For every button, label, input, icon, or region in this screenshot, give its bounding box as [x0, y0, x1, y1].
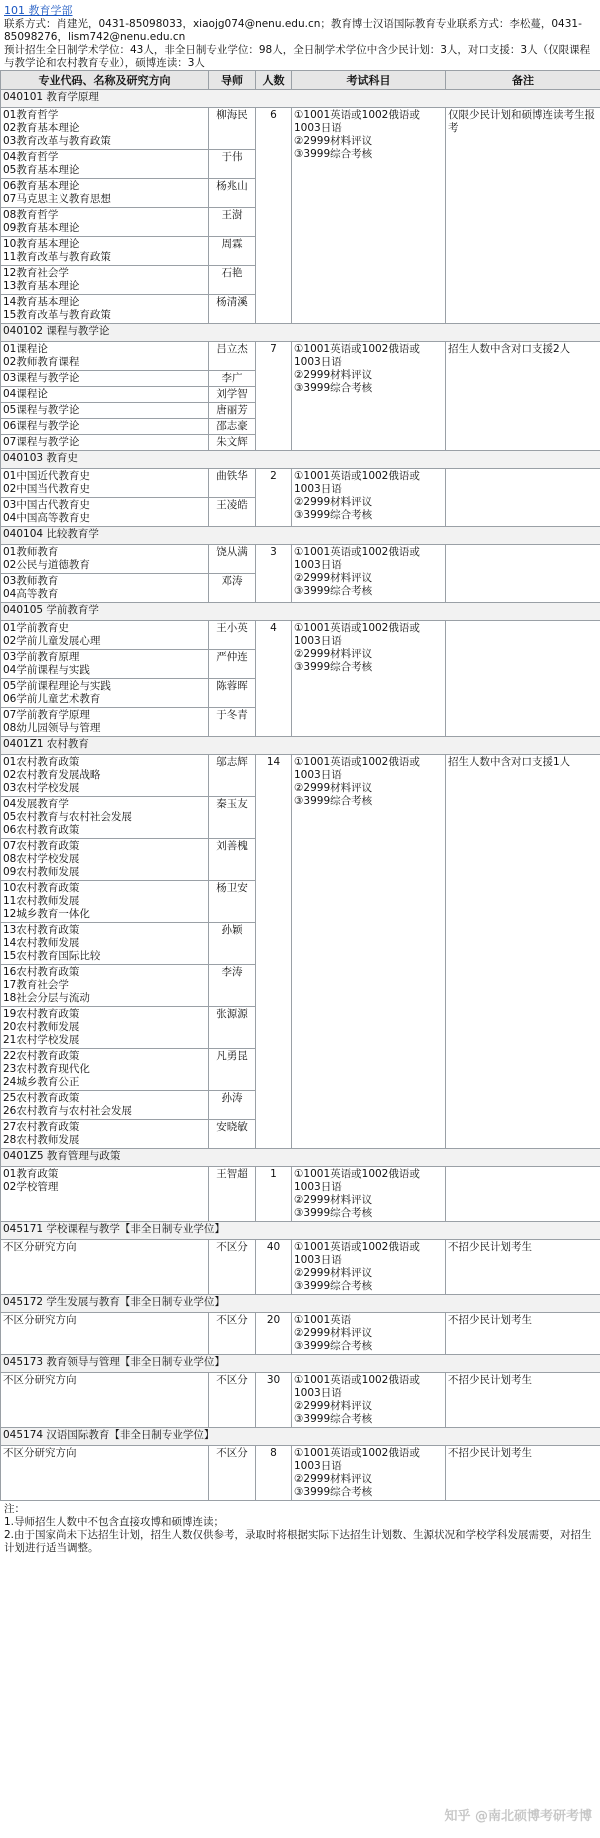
tutor-name: 李涛 — [209, 965, 256, 1007]
exam-subject: ②2999材料评议 — [294, 572, 373, 584]
research-directions — [1, 1446, 209, 1501]
enrollment-plan: 预计招生全日制学术学位：43人，非全日制专业学位：98人，全日制学术学位中含少民计划：3人，对口支援：3人（仅限课程与教学论和农村教育专业），硕博连读：3人 — [4, 44, 591, 69]
exam-subject: ①1001英语或1002俄语或1003日语 — [294, 622, 420, 647]
exam-subjects — [292, 469, 446, 527]
exam-subject: ②2999材料评议 — [294, 135, 373, 147]
research-direction: 04学前课程与实践 — [3, 664, 90, 676]
research-direction: 02教育基本理论 — [3, 122, 80, 134]
section-title: 040101 教育学原理 — [1, 90, 600, 108]
research-direction: 05学前课程理论与实践 — [3, 680, 111, 692]
research-direction: 09农村教师发展 — [3, 866, 80, 878]
table-row — [1, 342, 600, 371]
exam-subject: ②2999材料评议 — [294, 496, 373, 508]
research-direction: 04发展教育学 — [3, 798, 69, 810]
department-link[interactable]: 101 教育学部 — [4, 4, 73, 17]
research-direction: 15教育改革与教育政策 — [3, 309, 111, 321]
research-direction: 01课程论 — [3, 343, 48, 355]
research-direction: 不区分研究方向 — [3, 1241, 77, 1253]
tutor-name: 张源源 — [209, 1007, 256, 1049]
table-row — [1, 1373, 600, 1428]
exam-subject: ③3999综合考核 — [294, 795, 373, 807]
research-directions — [1, 881, 209, 923]
research-direction: 18社会分层与流动 — [3, 992, 90, 1004]
table-row — [1, 755, 600, 797]
watermark: 知乎 @南北硕博考研考博 — [444, 1809, 592, 1824]
footer — [0, 1501, 600, 1557]
research-direction: 02学校管理 — [3, 1181, 59, 1193]
tutor-name: 王澍 — [209, 208, 256, 237]
research-direction: 09教育基本理论 — [3, 222, 80, 234]
research-direction: 03农村学校发展 — [3, 782, 80, 794]
section-row — [1, 1428, 600, 1446]
research-directions — [1, 574, 209, 603]
research-directions — [1, 679, 209, 708]
research-direction: 17教育社会学 — [3, 979, 69, 991]
exam-subjects — [292, 1313, 446, 1355]
research-directions — [1, 342, 209, 371]
tutor-name: 邵志豪 — [209, 419, 256, 435]
tutor-name: 不区分 — [209, 1446, 256, 1501]
table-row — [1, 1313, 600, 1355]
exam-subject: ①1001英语 — [294, 1314, 352, 1326]
exam-subject: ②2999材料评议 — [294, 1400, 373, 1412]
contact-info: 联系方式：肖建光，0431-85098033，xiaojg074@nenu.edu.cn；教育博士汉语国际教育专业联系方式：李松蔓，0431-85098276，lism742@nenu.edu.cn — [4, 18, 582, 43]
exam-subject: ③3999综合考核 — [294, 148, 373, 160]
tutor-name: 严仲连 — [209, 650, 256, 679]
exam-subjects — [292, 755, 446, 1149]
remark — [446, 469, 600, 527]
tutor-name: 陈蓉晖 — [209, 679, 256, 708]
remark: 不招少民计划考生 — [446, 1313, 600, 1355]
section-row — [1, 1295, 600, 1313]
tutor-name: 王凌皓 — [209, 498, 256, 527]
footer-label: 注： — [4, 1503, 25, 1515]
research-directions — [1, 237, 209, 266]
exam-subject: ②2999材料评议 — [294, 1267, 373, 1279]
research-direction: 04高等教育 — [3, 588, 59, 600]
remark — [446, 545, 600, 603]
exam-subjects — [292, 545, 446, 603]
enrollment-count: 1 — [256, 1167, 292, 1222]
research-directions — [1, 839, 209, 881]
tutor-name: 王小英 — [209, 621, 256, 650]
tutor-name: 孙颖 — [209, 923, 256, 965]
section-row — [1, 1222, 600, 1240]
research-direction: 24城乡教育公正 — [3, 1076, 80, 1088]
exam-subject: ②2999材料评议 — [294, 1473, 373, 1485]
research-direction: 13教育基本理论 — [3, 280, 80, 292]
research-direction: 03教师教育 — [3, 575, 59, 587]
exam-subject: ③3999综合考核 — [294, 1340, 373, 1352]
research-directions — [1, 1313, 209, 1355]
research-direction: 04教育哲学 — [3, 151, 59, 163]
table-row — [1, 108, 600, 150]
tutor-name: 于冬青 — [209, 708, 256, 737]
research-direction: 04中国高等教育史 — [3, 512, 90, 524]
section-row — [1, 527, 600, 545]
research-directions — [1, 1240, 209, 1295]
research-direction: 06学前儿童艺术教育 — [3, 693, 101, 705]
research-direction: 08农村学校发展 — [3, 853, 80, 865]
exam-subject: ①1001英语或1002俄语或1003日语 — [294, 1241, 420, 1266]
research-directions — [1, 371, 209, 387]
exam-subject: ②2999材料评议 — [294, 1194, 373, 1206]
research-direction: 01教育政策 — [3, 1168, 59, 1180]
section-row — [1, 1149, 600, 1167]
research-direction: 27农村教育政策 — [3, 1121, 80, 1133]
research-directions — [1, 266, 209, 295]
research-directions — [1, 965, 209, 1007]
tutor-name: 杨清溪 — [209, 295, 256, 324]
section-title: 040103 教育史 — [1, 451, 600, 469]
exam-subject: ③3999综合考核 — [294, 509, 373, 521]
header — [0, 0, 600, 70]
research-direction: 05课程与教学论 — [3, 404, 80, 416]
exam-subject: ②2999材料评议 — [294, 782, 373, 794]
research-direction: 07马克思主义教育思想 — [3, 193, 111, 205]
exam-subject: ①1001英语或1002俄语或1003日语 — [294, 470, 420, 495]
exam-subject: ③3999综合考核 — [294, 382, 373, 394]
research-directions — [1, 1007, 209, 1049]
exam-subject: ②2999材料评议 — [294, 1327, 373, 1339]
research-directions — [1, 797, 209, 839]
remark: 招生人数中含对口支援1人 — [446, 755, 600, 1149]
research-directions — [1, 208, 209, 237]
research-directions — [1, 179, 209, 208]
exam-subjects — [292, 342, 446, 451]
tutor-name: 于伟 — [209, 150, 256, 179]
program-table — [0, 70, 600, 1501]
exam-subject: ②2999材料评议 — [294, 648, 373, 660]
research-direction: 01教育哲学 — [3, 109, 59, 121]
remark: 不招少民计划考生 — [446, 1240, 600, 1295]
exam-subject: ①1001英语或1002俄语或1003日语 — [294, 1374, 420, 1399]
section-row — [1, 324, 600, 342]
research-direction: 02公民与道德教育 — [3, 559, 90, 571]
exam-subject: ③3999综合考核 — [294, 1413, 373, 1425]
table-row — [1, 469, 600, 498]
exam-subject: ①1001英语或1002俄语或1003日语 — [294, 1447, 420, 1472]
section-title: 0401Z5 教育管理与政策 — [1, 1149, 600, 1167]
enrollment-count: 6 — [256, 108, 292, 324]
col-header-major: 专业代码、名称及研究方向 — [1, 71, 209, 90]
tutor-name: 凡勇昆 — [209, 1049, 256, 1091]
tutor-name: 吕立杰 — [209, 342, 256, 371]
table-body — [1, 90, 600, 1501]
exam-subject: ①1001英语或1002俄语或1003日语 — [294, 109, 420, 134]
research-direction: 04课程论 — [3, 388, 48, 400]
tutor-name: 孙涛 — [209, 1091, 256, 1120]
section-row — [1, 737, 600, 755]
tutor-name: 石艳 — [209, 266, 256, 295]
research-directions — [1, 708, 209, 737]
tutor-name: 邬志辉 — [209, 755, 256, 797]
enrollment-count: 20 — [256, 1313, 292, 1355]
exam-subjects — [292, 1167, 446, 1222]
remark: 不招少民计划考生 — [446, 1373, 600, 1428]
research-direction: 01学前教育史 — [3, 622, 69, 634]
research-direction: 11农村教师发展 — [3, 895, 80, 907]
section-title: 040104 比较教育学 — [1, 527, 600, 545]
research-direction: 20农村教师发展 — [3, 1021, 80, 1033]
research-direction: 不区分研究方向 — [3, 1314, 77, 1326]
exam-subject: ②2999材料评议 — [294, 369, 373, 381]
exam-subject: ③3999综合考核 — [294, 585, 373, 597]
research-directions — [1, 1120, 209, 1149]
tutor-name: 不区分 — [209, 1313, 256, 1355]
table-row — [1, 1240, 600, 1295]
research-direction: 06课程与教学论 — [3, 420, 80, 432]
table-row — [1, 1446, 600, 1501]
tutor-name: 唐丽芳 — [209, 403, 256, 419]
research-directions — [1, 545, 209, 574]
table-header-row — [1, 71, 600, 90]
research-direction: 06农村教育政策 — [3, 824, 80, 836]
research-direction: 01教师教育 — [3, 546, 59, 558]
enrollment-count: 4 — [256, 621, 292, 737]
tutor-name: 王智超 — [209, 1167, 256, 1222]
research-directions — [1, 150, 209, 179]
research-direction: 03课程与教学论 — [3, 372, 80, 384]
enrollment-count: 2 — [256, 469, 292, 527]
exam-subjects — [292, 1240, 446, 1295]
research-directions — [1, 650, 209, 679]
research-directions — [1, 1167, 209, 1222]
research-direction: 28农村教师发展 — [3, 1134, 80, 1146]
research-directions — [1, 498, 209, 527]
tutor-name: 杨卫安 — [209, 881, 256, 923]
exam-subject: ①1001英语或1002俄语或1003日语 — [294, 756, 420, 781]
research-direction: 12城乡教育一体化 — [3, 908, 90, 920]
research-direction: 10教育基本理论 — [3, 238, 80, 250]
research-direction: 02学前儿童发展心理 — [3, 635, 101, 647]
research-direction: 07课程与教学论 — [3, 436, 80, 448]
research-directions — [1, 1091, 209, 1120]
section-row — [1, 1355, 600, 1373]
enrollment-count: 30 — [256, 1373, 292, 1428]
tutor-name: 秦玉友 — [209, 797, 256, 839]
table-row — [1, 621, 600, 650]
research-direction: 22农村教育政策 — [3, 1050, 80, 1062]
tutor-name: 饶从满 — [209, 545, 256, 574]
research-directions — [1, 1049, 209, 1091]
research-directions — [1, 295, 209, 324]
research-direction: 03中国古代教育史 — [3, 499, 90, 511]
research-direction: 13农村教育政策 — [3, 924, 80, 936]
research-direction: 08幼儿园领导与管理 — [3, 722, 101, 734]
exam-subject: ③3999综合考核 — [294, 1280, 373, 1292]
tutor-name: 朱文辉 — [209, 435, 256, 451]
tutor-name: 柳海民 — [209, 108, 256, 150]
section-title: 045174 汉语国际教育【非全日制专业学位】 — [1, 1428, 600, 1446]
exam-subject: ③3999综合考核 — [294, 661, 373, 673]
enrollment-count: 3 — [256, 545, 292, 603]
table-row — [1, 545, 600, 574]
section-title: 0401Z1 农村教育 — [1, 737, 600, 755]
research-directions — [1, 469, 209, 498]
tutor-name: 周霖 — [209, 237, 256, 266]
section-row — [1, 90, 600, 108]
research-direction: 06教育基本理论 — [3, 180, 80, 192]
exam-subject: ③3999综合考核 — [294, 1207, 373, 1219]
tutor-name: 安晓敏 — [209, 1120, 256, 1149]
exam-subjects — [292, 1446, 446, 1501]
exam-subject: ①1001英语或1002俄语或1003日语 — [294, 1168, 420, 1193]
remark: 仅限少民计划和硕博连读考生报考 — [446, 108, 600, 324]
exam-subject: ①1001英语或1002俄语或1003日语 — [294, 343, 420, 368]
research-direction: 14教育基本理论 — [3, 296, 80, 308]
remark: 招生人数中含对口支援2人 — [446, 342, 600, 451]
col-header-count: 人数 — [256, 71, 292, 90]
section-title: 045172 学生发展与教育【非全日制专业学位】 — [1, 1295, 600, 1313]
research-directions — [1, 621, 209, 650]
research-directions — [1, 755, 209, 797]
section-row — [1, 603, 600, 621]
research-direction: 05农村教育与农村社会发展 — [3, 811, 132, 823]
section-title: 040105 学前教育学 — [1, 603, 600, 621]
tutor-name: 曲铁华 — [209, 469, 256, 498]
research-direction: 03学前教育原理 — [3, 651, 80, 663]
section-title: 040102 课程与教学论 — [1, 324, 600, 342]
tutor-name: 不区分 — [209, 1373, 256, 1428]
section-title: 045173 教育领导与管理【非全日制专业学位】 — [1, 1355, 600, 1373]
col-header-note: 备注 — [446, 71, 600, 90]
research-direction: 15农村教育国际比较 — [3, 950, 101, 962]
research-direction: 21农村学校发展 — [3, 1034, 80, 1046]
research-direction: 11教育改革与教育政策 — [3, 251, 111, 263]
remark — [446, 1167, 600, 1222]
footer-note-2: 2.由于国家尚未下达招生计划，招生人数仅供参考，录取时将根据实际下达招生计划数、生源状况和学校学科发展需要，对招生计划进行适当调整。 — [4, 1529, 592, 1554]
research-directions — [1, 1373, 209, 1428]
research-direction: 25农村教育政策 — [3, 1092, 80, 1104]
research-direction: 26农村教育与农村社会发展 — [3, 1105, 132, 1117]
remark — [446, 621, 600, 737]
research-direction: 不区分研究方向 — [3, 1374, 77, 1386]
enrollment-count: 40 — [256, 1240, 292, 1295]
section-title: 045171 学校课程与教学【非全日制专业学位】 — [1, 1222, 600, 1240]
research-direction: 07农村教育政策 — [3, 840, 80, 852]
research-direction: 14农村教师发展 — [3, 937, 80, 949]
enrollment-count: 8 — [256, 1446, 292, 1501]
exam-subject: ③3999综合考核 — [294, 1486, 373, 1498]
tutor-name: 杨兆山 — [209, 179, 256, 208]
table-row — [1, 1167, 600, 1222]
tutor-name: 李广 — [209, 371, 256, 387]
enrollment-count: 7 — [256, 342, 292, 451]
research-direction: 23农村教育现代化 — [3, 1063, 90, 1075]
research-direction: 01农村教育政策 — [3, 756, 80, 768]
exam-subject: ①1001英语或1002俄语或1003日语 — [294, 546, 420, 571]
enrollment-count: 14 — [256, 755, 292, 1149]
research-direction: 10农村教育政策 — [3, 882, 80, 894]
research-direction: 05教育基本理论 — [3, 164, 80, 176]
research-direction: 02教师教育课程 — [3, 356, 80, 368]
research-directions — [1, 435, 209, 451]
footer-note-1: 1.导师招生人数中不包含直接攻博和硕博连读； — [4, 1516, 225, 1528]
research-directions — [1, 387, 209, 403]
col-header-tutor: 导师 — [209, 71, 256, 90]
tutor-name: 刘善槐 — [209, 839, 256, 881]
research-direction: 16农村教育政策 — [3, 966, 80, 978]
tutor-name: 邓涛 — [209, 574, 256, 603]
research-directions — [1, 419, 209, 435]
tutor-name: 不区分 — [209, 1240, 256, 1295]
research-directions — [1, 923, 209, 965]
research-direction: 03教育改革与教育政策 — [3, 135, 111, 147]
research-direction: 01中国近代教育史 — [3, 470, 90, 482]
exam-subjects — [292, 1373, 446, 1428]
col-header-exam: 考试科目 — [292, 71, 446, 90]
research-direction: 12教育社会学 — [3, 267, 69, 279]
research-direction: 不区分研究方向 — [3, 1447, 77, 1459]
research-direction: 08教育哲学 — [3, 209, 59, 221]
research-directions — [1, 108, 209, 150]
section-row — [1, 451, 600, 469]
exam-subjects — [292, 108, 446, 324]
research-direction: 19农村教育政策 — [3, 1008, 80, 1020]
research-direction: 02中国当代教育史 — [3, 483, 90, 495]
research-direction: 02农村教育发展战略 — [3, 769, 101, 781]
tutor-name: 刘学智 — [209, 387, 256, 403]
exam-subjects — [292, 621, 446, 737]
research-direction: 07学前教育学原理 — [3, 709, 90, 721]
research-directions — [1, 403, 209, 419]
remark: 不招少民计划考生 — [446, 1446, 600, 1501]
